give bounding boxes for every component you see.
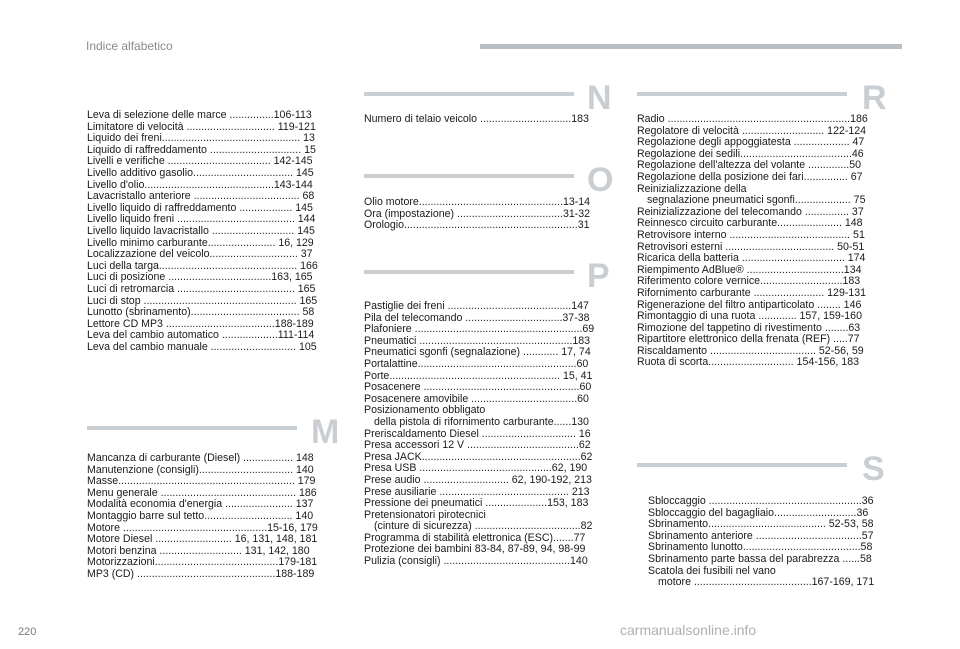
- index-entry: della pistola di rifornimento carburante......130: [374, 416, 589, 428]
- watermark: carmanualsonline.info: [620, 622, 757, 638]
- index-entry: Regolazione degli appoggiatesta ................... 47: [637, 137, 865, 149]
- index-entry: Scatola dei fusibili nel vano: [648, 565, 776, 577]
- index-entry: Posizionamento obbligato: [364, 405, 486, 417]
- index-entry: Ruota di scorta............................. 154-156, 183: [637, 357, 859, 369]
- section-letter-m: M: [311, 413, 340, 451]
- index-entry: Posacenere amovibile ....................................60: [364, 393, 589, 405]
- index-entry: Luci di retromarcia ........................................ 165: [87, 283, 316, 295]
- section-rule-o: [364, 174, 574, 178]
- header-rule: [480, 44, 902, 49]
- index-entry: Lunotto (sbrinamento)..................................... 58: [87, 307, 315, 319]
- index-entry: Livello liquido freni ........................................ 144: [87, 214, 316, 226]
- index-entry: Leva del cambio manuale ............................. 105: [87, 341, 317, 353]
- index-entry: Rimontaggio di una ruota ............. 157, 159-160: [637, 311, 862, 323]
- index-entry: Pressione dei pneumatici .....................153, 183: [364, 498, 589, 510]
- index-entry: Livello additivo gasolio.................................. 145: [87, 167, 314, 179]
- index-entry: Modalità economia d'energia ....................... 137: [87, 499, 314, 511]
- index-entry: Luci di stop .................................................... 165: [87, 295, 318, 307]
- section-rule-m: [87, 426, 297, 430]
- index-entry: Retrovisori esterni ..................................... 50-51: [637, 241, 865, 253]
- index-entry: Rifornimento carburante ........................ 129-131: [637, 287, 867, 299]
- index-entry: Ricarica della batteria ................................... 174: [637, 253, 866, 265]
- index-entry: Leva del cambio automatico ...................111-114: [87, 330, 315, 342]
- index-entry: Menu generale .............................................. 186: [87, 487, 317, 499]
- index-entry: Sbrinamento lunotto........................................58: [648, 542, 873, 554]
- index-entry: Pastiglie dei freni ..........................................147: [364, 301, 589, 312]
- page-number: 220: [18, 626, 37, 638]
- index-entry: Motore .................................................15-16, 179: [87, 522, 318, 534]
- index-entry: Riscaldamento .................................... 52-56, 59: [637, 345, 864, 357]
- index-entry: Presa accessori 12 V ......................................62: [364, 440, 591, 452]
- index-section-n: [364, 114, 616, 126]
- index-entry: Livello liquido di raffreddamento .................. 145: [87, 202, 313, 214]
- index-entry: Luci di posizione ...................................163, 165: [87, 272, 313, 284]
- index-entry: Olio motore.................................................13-14: [364, 197, 591, 208]
- index-entry: Radio ..............................................................186: [637, 114, 868, 125]
- page-header-title: Indice alfabetico: [86, 39, 173, 53]
- index-entry: Livello d'olio............................................143-144: [87, 179, 313, 191]
- index-entry: segnalazione pneumatici sgonfi................... 75: [647, 195, 866, 207]
- index-entry: Pneumatici ....................................................183: [364, 335, 591, 347]
- index-entry: Programma di stabilità elettronica (ESC).......77: [364, 532, 586, 544]
- index-entry: Orologio...........................................................31: [364, 220, 590, 232]
- index-section-o: [364, 197, 616, 232]
- index-entry: Manutenzione (consigli)................................ 140: [87, 464, 314, 476]
- index-entry: Lavacristallo anteriore .................................... 68: [87, 191, 315, 203]
- index-entry: (cinture di sicurezza) ....................................82: [374, 521, 593, 533]
- index-entry: Porte.......................................................... 15, 41: [364, 370, 593, 382]
- index-entry: Liquido di raffreddamento ............................... 15: [87, 144, 316, 156]
- index-entry: Regolatore di velocità ............................ 122-124: [637, 125, 867, 137]
- index-entry: Livello liquido lavacristallo ............................ 145: [87, 225, 315, 237]
- index-entry: Numero di telaio veicolo ...............................183: [364, 114, 589, 125]
- index-entry: Livelli e verifiche ................................... 142-145: [87, 156, 313, 168]
- index-section-p: [364, 301, 616, 568]
- index-entry: Rimozione del tappetino di rivestimento ........63: [637, 322, 861, 334]
- index-entry: Pneumatici sgonfi (segnalazione) ............ 17, 74: [364, 347, 591, 359]
- index-entry: Luci della targa............................................... 166: [87, 260, 318, 272]
- index-entry: Limitatore di velocità .............................. 119-121: [87, 121, 316, 133]
- index-entry: Motori benzina ............................ 131, 142, 180: [87, 545, 310, 557]
- section-letter-r: R: [862, 79, 887, 117]
- section-rule-p: [364, 270, 574, 274]
- index-entry: Riempimento AdBlue® .................................134: [637, 264, 862, 276]
- index-entry: Lettore CD MP3 .....................................188-189: [87, 318, 314, 330]
- section-rule-n: [364, 92, 574, 96]
- section-letter-n: N: [587, 79, 612, 117]
- index-entry: Ora (impostazione) ....................................31-32: [364, 208, 591, 220]
- index-entry: Presa JACK......................................................62: [364, 451, 593, 463]
- index-entry: Pretensionatori pirotecnici: [364, 509, 486, 521]
- index-entry: Sbrinamento........................................ 52-53, 58: [648, 519, 874, 531]
- index-entry: Motore Diesel .......................... 16, 131, 148, 181: [87, 534, 318, 546]
- section-letter-o: O: [587, 161, 614, 199]
- index-entry: Livello minimo carburante....................... 16, 129: [87, 237, 314, 249]
- index-entry: MP3 (CD) ...............................................188-189: [87, 568, 315, 580]
- index-entry: Sbrinamento anteriore ....................................57: [648, 530, 874, 542]
- index-entry: Prese ausiliarie ............................................ 213: [364, 486, 590, 498]
- index-section-m: [87, 453, 337, 581]
- index-entry: Localizzazione del veicolo.............................. 37: [87, 249, 313, 261]
- index-entry: Preriscaldamento Diesel ................................ 16: [364, 428, 591, 440]
- index-entry: Pulizia (consigli) ...........................................140: [364, 556, 588, 568]
- index-entry: Reinnesco circuito carburante...................... 148: [637, 218, 863, 230]
- index-entry: Riferimento colore vernice............................183: [637, 276, 861, 288]
- index-entry: Montaggio barre sul tetto.............................. 140: [87, 510, 314, 522]
- index-entry: Posacenere .....................................................60: [364, 382, 592, 394]
- index-entry: Prese audio ............................. 62, 190-192, 213: [364, 474, 592, 486]
- index-entry: Motorizzazioni..........................................179-181: [87, 557, 318, 569]
- index-entry: Mancanza di carburante (Diesel) ................. 148: [87, 453, 314, 464]
- index-entry: Reinizializzazione del telecomando ............... 37: [637, 206, 864, 218]
- index-entry: Sbrinamento parte bassa del parabrezza ......58: [648, 553, 872, 565]
- index-entry: Rigenerazione del filtro antiparticolato ........ 146: [637, 299, 862, 311]
- index-entry: Pila del telecomando .................................37-38: [364, 312, 590, 324]
- index-section-l: [87, 110, 337, 353]
- index-section-r: [637, 114, 893, 369]
- index-entry: Regolazione della posizione dei fari............... 67: [637, 171, 863, 183]
- index-entry: Retrovisore interno ......................................... 51: [637, 229, 865, 241]
- index-entry: Sbloccaggio del bagagliaio............................36: [648, 507, 869, 519]
- index-entry: Regolazione dell'altezza del volante ..............50: [637, 160, 862, 172]
- section-letter-s: S: [862, 450, 885, 488]
- index-entry: Sbloccaggio ....................................................36: [648, 496, 874, 507]
- index-entry: Reinizializzazione della: [637, 183, 747, 195]
- index-entry: Regolazione dei sedili......................................46: [637, 148, 864, 160]
- index-entry: Masse............................................................ 179: [87, 476, 316, 488]
- index-entry: Ripartitore elettronico della frenata (REF) .....77: [637, 334, 860, 346]
- index-entry: Plafoniere .........................................................69: [364, 324, 595, 336]
- index-entry: Protezione dei bambini 83-84, 87-89, 94, 98-99: [364, 544, 586, 556]
- index-section-s: [648, 496, 900, 589]
- index-entry: motore ........................................167-169, 171: [658, 577, 875, 589]
- section-rule-r: [637, 92, 847, 96]
- section-letter-p: P: [587, 257, 610, 295]
- index-entry: Presa USB .............................................62, 190: [364, 463, 588, 475]
- section-rule-s: [637, 463, 847, 467]
- index-entry: Liquido dei freni............................................... 13: [87, 133, 315, 145]
- index-entry: Leva di selezione delle marce ...............106-113: [87, 110, 312, 121]
- index-entry: Portalattine......................................................60: [364, 358, 589, 370]
